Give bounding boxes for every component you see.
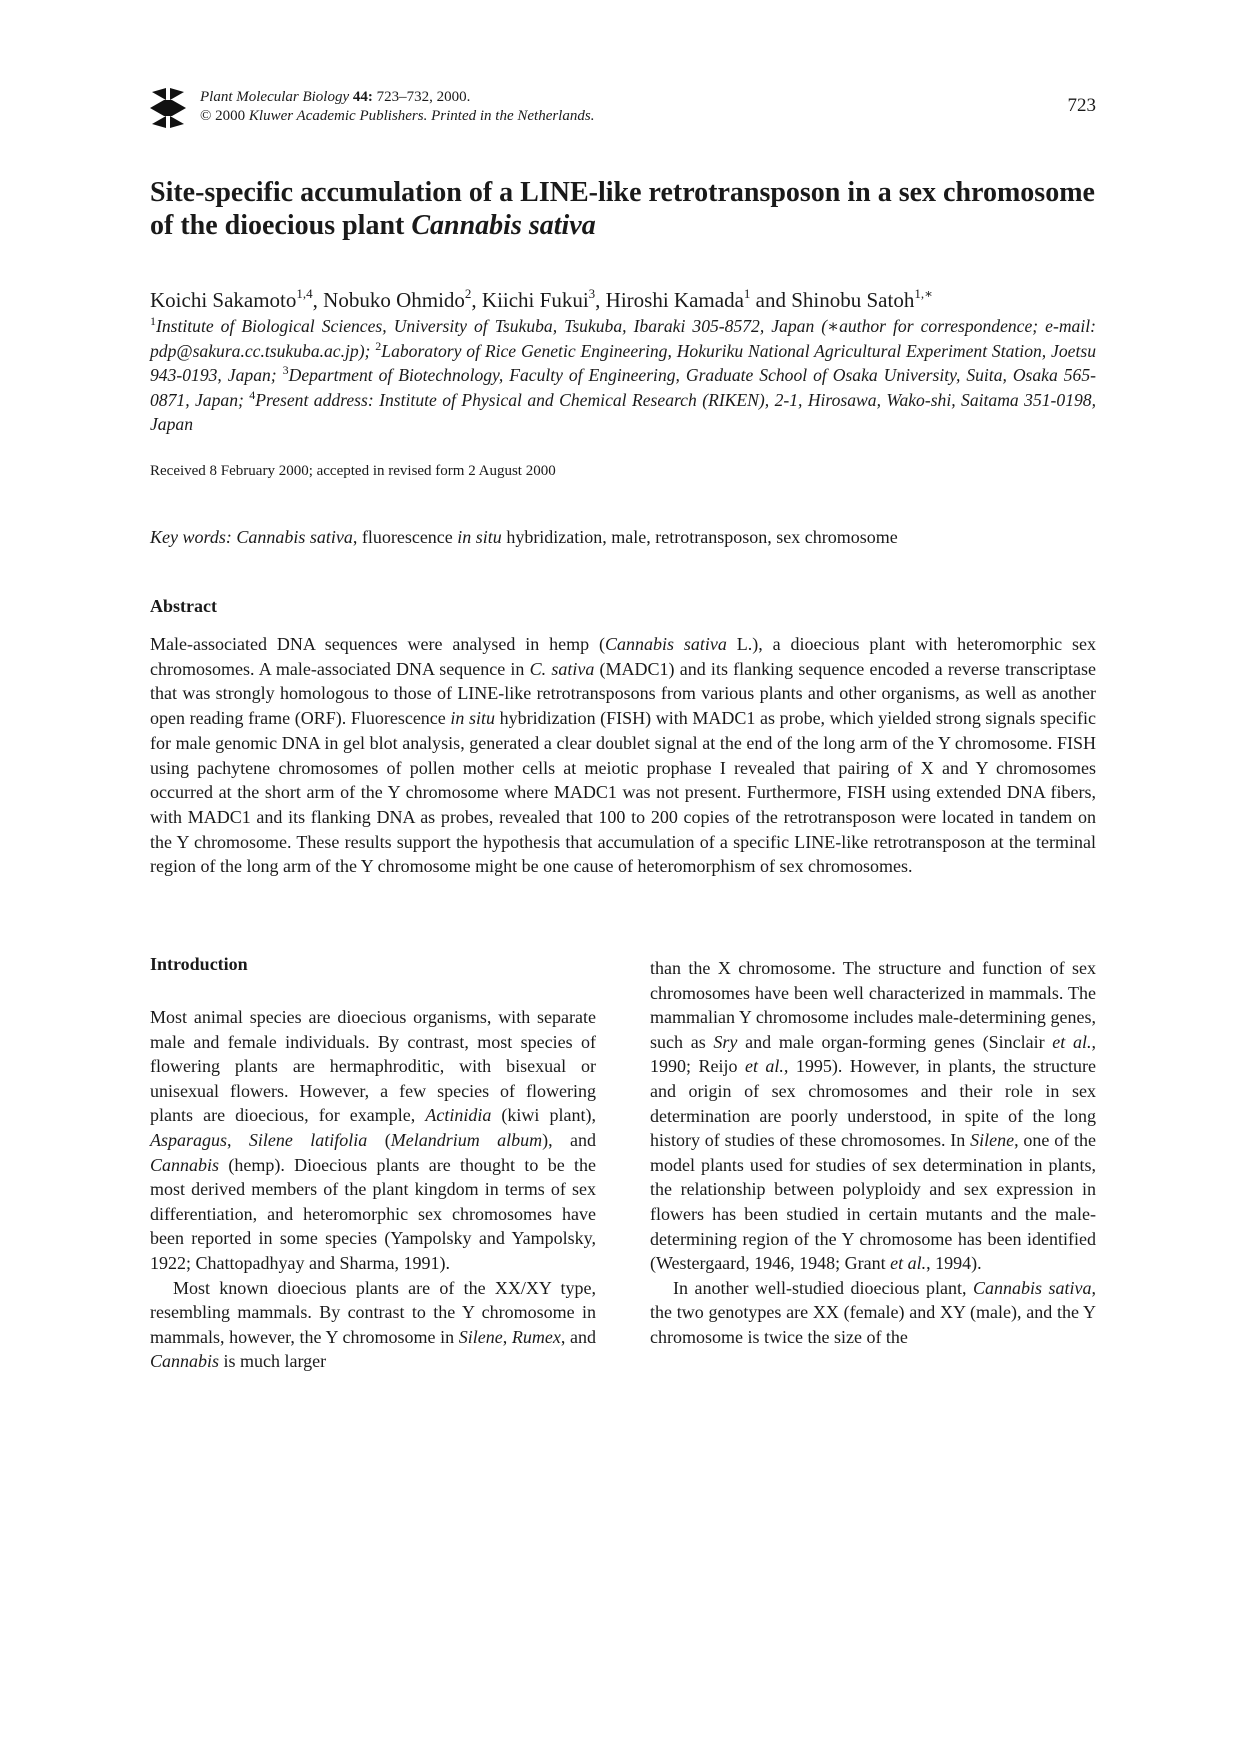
body-text: , 1990; Reijo [650, 1031, 1096, 1077]
affiliation-text: Institute of Biological Sciences, University of Tsukuba, Tsukuba, Ibaraki 305-8572, Japan (∗author for correspondence; e-mail: pdp@sakura.cc.tsukuba.ac.jp); [150, 316, 1096, 361]
keyword-species: Cannabis sativa [236, 527, 353, 547]
intro-paragraph-1 [150, 1005, 596, 1276]
introduction-heading: Introduction [150, 954, 248, 974]
paper-title [150, 176, 1110, 242]
intro-paragraph-3 [650, 1276, 1096, 1350]
affiliation-mark: 3 [282, 363, 289, 377]
author-list [150, 287, 1110, 313]
journal-line-1 [200, 88, 594, 107]
abstract-italic: Cannabis sativa [605, 634, 727, 654]
author-separator: , [595, 288, 606, 312]
body-text: 1995). However, in plants, the structure and origin of sex chromosomes and their role in sex determination are poorly understood, in spite of the long history of studies of these chromosomes. In [650, 1056, 1096, 1151]
left-column [150, 1005, 596, 1374]
author-name: Shinobu Satoh [791, 288, 915, 312]
title-species: Cannabis sativa [411, 210, 596, 241]
author-affiliation-mark: 3 [588, 286, 596, 301]
body-italic: Melandrium album [390, 1129, 543, 1150]
author-name: Koichi Sakamoto [150, 288, 297, 312]
body-text: Most animal species are dioecious organisms, with separate male and female individuals. By contrast, most species of flowering plants are hermaphroditic, with bisexual or unisexual flowers. However, a few species of flowering plants are dioecious, for example, [150, 1007, 596, 1126]
affiliation-text: Present address: Institute of Physical and Chemical Research (RIKEN), 2-1, Hirosawa, Wako-shi, Saitama 351-0198, Japan [150, 389, 1096, 434]
body-text: is much larger [219, 1351, 327, 1372]
affiliations [150, 314, 1096, 437]
body-italic: Actinidia [425, 1105, 492, 1126]
body-italic: et al. [1052, 1031, 1092, 1052]
publisher: Kluwer Academic Publishers. [248, 108, 428, 124]
body-italic: Rumex [511, 1326, 561, 1347]
received-date: Received 8 February 2000; accepted in revised form 2 August 2000 [150, 463, 556, 479]
journal-citation [200, 88, 594, 126]
right-column [650, 956, 1096, 1350]
affiliation-text: Department of Biotechnology, Faculty of Engineering, Graduate School of Osaka University, Suita, Osaka 565-0871, Japan; [150, 365, 1096, 410]
abstract-italic: C. sativa [529, 658, 595, 679]
body-italic: Cannabis [150, 1154, 220, 1175]
body-text: , the two genotypes are XX (female) and XY (male), and the Y chromosome is twice the size of the [650, 1277, 1096, 1347]
publisher-logo-icon [150, 86, 186, 130]
keyword-in-situ: in situ [457, 527, 502, 547]
author-affiliation-mark: 2 [464, 286, 472, 301]
body-text: , 1994). [926, 1253, 982, 1274]
body-text: (hemp). Dioecious plants are thought to be the most derived members of the plant kingdom in terms of sex differentiation, and heteromorphic sex chromosomes have been reported in some species (Yampolsky and Yampolsky, 1922; Chattopadhyay and Sharma, 1991). [150, 1154, 596, 1273]
journal-volume: 44: [352, 89, 373, 105]
body-text: than the X chromosome. The structure and function of sex chromosomes have been well characterized in mammals. The mammalian Y chromosome includes male-determining genes, such as [650, 958, 1096, 1052]
body-text: (kiwi plant), [491, 1105, 596, 1126]
abstract-text: hybridization (FISH) with MADC1 as probe, which yielded strong signals specific for male genomic DNA in gel blot analysis, generated a clear doublet signal at the end of the long arm of the Y chromosome. FISH using pachytene chromosomes of pollen mother cells at meiotic prophase I revealed that pairing of X and Y chromosomes occurred at the short arm of the Y chromosome where MADC1 was not present. Furthermore, FISH using extended DNA fibers, with MADC1 and its flanking DNA as probes, revealed that 100 to 200 copies of the retrotransposon were located in tandem on the Y chromosome. These results support the hypothesis that accumulation of a specific LINE-like retrotransposon at the terminal region of the long arm of the Y chromosome might be one cause of heteromorphism of sex chromosomes. [150, 708, 1096, 877]
body-text: ( [367, 1129, 391, 1150]
author-separator: , [471, 288, 482, 312]
body-italic: Cannabis [150, 1351, 220, 1372]
author-separator: , [312, 288, 324, 312]
body-text: , [502, 1326, 512, 1347]
body-text: , [227, 1129, 249, 1150]
abstract-body [150, 632, 1096, 879]
body-italic: Silene latifolia [248, 1129, 368, 1150]
body-text: and male organ-forming genes (Sinclair [737, 1031, 1053, 1052]
author-name: Hiroshi Kamada [605, 288, 744, 312]
intro-paragraph-2 [150, 1276, 596, 1374]
body-text: , one of the model plants used for studies of sex determination in plants, the relationship between polyploidy and sex expression in flowers has been studied in certain mutants and the male-determining region of the Y chromosome has been identified (Westergaard, 1946, 1948; Grant [650, 1130, 1096, 1274]
author-separator: and [750, 288, 792, 312]
author-affiliation-mark: 1,4 [296, 286, 313, 301]
abstract-text: Male-associated DNA sequences were analysed in hemp ( [150, 634, 606, 654]
body-italic: Sry [713, 1031, 738, 1052]
journal-name: Plant Molecular Biology [200, 89, 350, 105]
abstract-text: (MADC1) and its flanking sequence encoded a reverse transcriptase that was strongly homologous to those of LINE-like retrotransposons from various plants and other organisms, as well as another open reading frame (ORF). Fluorescence [150, 658, 1096, 729]
journal-line-2 [200, 107, 594, 126]
copyright: © 2000 [200, 108, 246, 124]
printed-note: Printed in the Netherlands. [431, 108, 595, 124]
body-italic: et al. [890, 1253, 927, 1274]
title-text: Site-specific accumulation of a LINE-like retrotransposon in a sex chromosome of the dioecious plant [150, 177, 1095, 241]
abstract-heading: Abstract [150, 596, 217, 616]
body-italic: Cannabis sativa [972, 1277, 1092, 1298]
body-italic: Asparagus [150, 1129, 228, 1150]
body-text: , and [560, 1326, 597, 1347]
affiliation-mark: 4 [249, 387, 256, 402]
affiliation-mark: 2 [375, 338, 382, 353]
keywords [150, 525, 1110, 549]
journal-pages: 723–732, 2000. [376, 89, 471, 105]
affiliation-text: Laboratory of Rice Genetic Engineering, Hokuriku National Agricultural Experiment Station, Joetsu 943-0193, Japan; [150, 340, 1096, 385]
author-affiliation-mark: 1,∗ [914, 286, 933, 301]
keywords-label: Key words: [150, 527, 232, 547]
page-number: 723 [1067, 95, 1096, 116]
affiliation-mark: 1 [150, 314, 156, 328]
abstract-italic: in situ [450, 708, 495, 729]
body-italic: Silene [970, 1130, 1015, 1151]
author-name: Nobuko Ohmido [323, 288, 465, 312]
body-text: ), and [542, 1129, 596, 1150]
keyword-rest: hybridization, male, retrotransposon, sex chromosome [501, 527, 898, 547]
body-italic: et al., [744, 1056, 789, 1077]
keyword-part: , fluorescence [352, 527, 458, 547]
body-text: Most known dioecious plants are of the XX/XY type, resembling mammals. By contrast to the Y chromosome in mammals, however, the Y chromosome in [150, 1277, 596, 1347]
body-text: In another well-studied dioecious plant, [673, 1277, 973, 1298]
intro-paragraph-2-cont [650, 956, 1096, 1276]
author-name: Kiichi Fukui [481, 288, 589, 312]
author-affiliation-mark: 1 [743, 286, 751, 301]
abstract-text: L.), a dioecious plant with heteromorphic sex chromosomes. A male-associated DNA sequence in [150, 634, 1096, 679]
body-italic: Silene [458, 1326, 503, 1347]
